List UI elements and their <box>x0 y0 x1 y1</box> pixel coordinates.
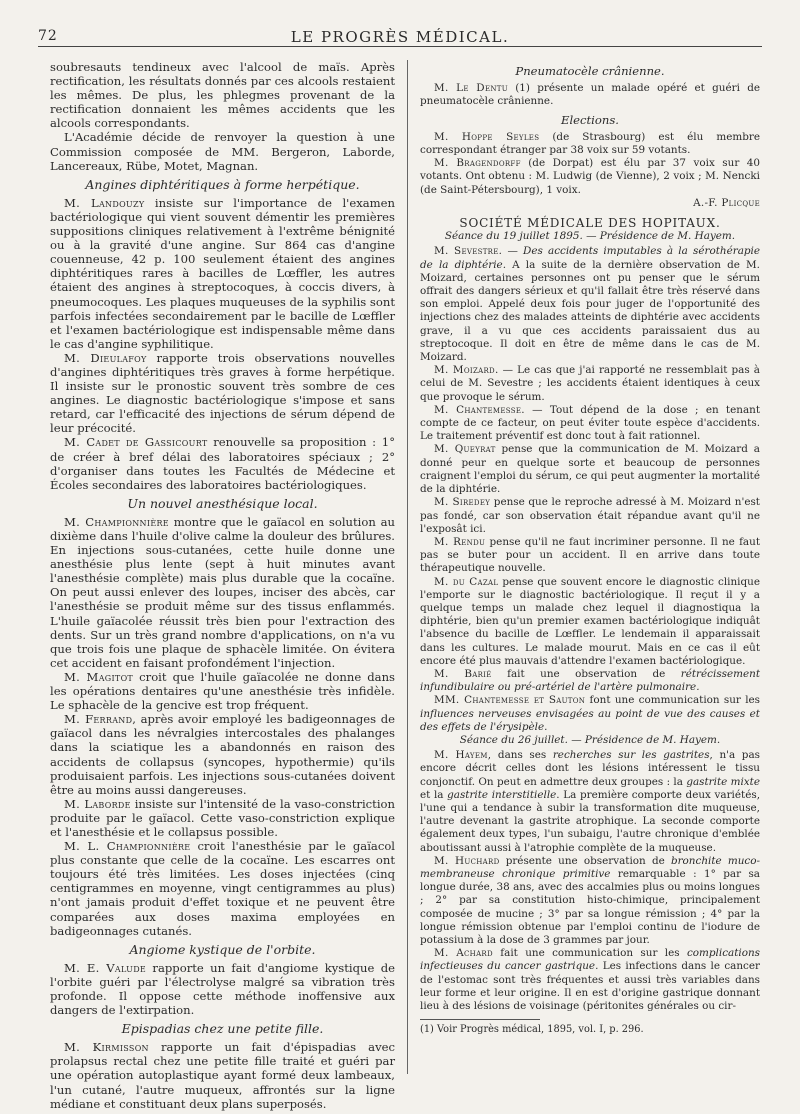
paragraph-kirmisson <box>50 1040 395 1110</box>
speaker-name: M. Bragendorff <box>434 157 521 170</box>
paragraph-text: fait une observation de <box>491 667 681 680</box>
paragraph-siredey <box>420 496 760 536</box>
paragraph-text: pense que souvent encore le diagnostic clinique l'emporte sur le diagnostic bactériologique. Il reçut il y a quelque temps un malade chez lequel il diagnostiqua la diphtérie, bien qu'un premier examen bactériologique indiquât l'absence du bacille de Lœffler. Le lendemain il apparaissait dans les cultures. Le malade mourut. Mais en ce cas il eût encore été plus mauvais d'attendre l'examen bactériologique. <box>420 575 760 667</box>
paragraph-moizard <box>420 364 760 404</box>
paragraph-text: (1) présente un malade opéré et guéri de pneumatocèle crânienne. <box>420 82 760 108</box>
heading-angiome: Angiome kystique de l'orbite. <box>129 941 316 957</box>
paragraph-bragendorff <box>420 157 760 197</box>
society-title: SOCIÉTÉ MÉDICALE DES HOPITAUX. <box>459 216 721 231</box>
speaker-name: M. Laborde <box>64 796 131 811</box>
speaker-name: M. Sevestre. <box>434 245 503 258</box>
left-column <box>50 60 396 1111</box>
column-divider <box>407 60 408 1074</box>
right-column <box>420 60 760 1074</box>
speaker-name: M. Moizard. <box>434 364 499 377</box>
footnote: (1) Voir Progrès médical, 1895, vol. I, p. 296. <box>420 1024 644 1036</box>
paragraph-soubresauts: soubresauts tendineux avec l'alcool de maïs. Après rectification, les résultats donnés par ces alcools restaient les mêmes. De plus, les phlegmes provenant de la rectification donnaient les mêmes accidents que les alcools correspondants. <box>50 60 395 131</box>
session-date-26-juillet <box>420 734 760 747</box>
paragraph-queyrat <box>420 443 760 496</box>
paragraph-text: pense que le reproche adressé à M. Moizard n'est pas fondé, car son observation était répandue avant qu'il ne l'exposât ici. <box>420 496 760 535</box>
paragraph-text: rapporte trois observations nouvelles d'angines diphtéritiques très graves à forme herpétique. Il insiste sur le pronostic souvent très sombre de ces angines. Le diagnostic bactériologique s'impose et sans retard, car l'efficacité des injections de sérum dépend de leur précocité. <box>50 350 395 436</box>
paragraph-academie: L'Académie décide de renvoyer la question à une Commission composée de MM. Bergeron, Laborde, Lancereaux, Rübe, Motet, Magnan. <box>50 130 395 173</box>
paragraph-text: Les infections dans le cancer de l'estomac sont très fréquentes et aussi très variables dans leur forme et leur origine. Il en est d'origine gastrique donnant lieu à des lésions de voisinage (péritonites générales ou cir- <box>420 960 760 1013</box>
paragraph-text: dans ses <box>491 749 553 762</box>
paragraph-valude <box>50 961 395 1017</box>
speaker-name: M. Rendu <box>434 535 486 548</box>
paragraph-text: et la <box>420 788 448 801</box>
speaker-name: M. E. Valude <box>64 960 147 975</box>
paragraph-text: croit que l'huile gaïacolée ne donne dans les opérations dentaires qu'une anesthésie très infidèle. Le sphacèle de la gencive est trop fréquent. <box>50 669 396 713</box>
session-text: Séance du 26 juillet. — Présidence de M. Hayem. <box>459 733 721 746</box>
page-number: 72 <box>38 28 58 44</box>
paragraph-text: insiste sur l'importance de l'examen bactériologique qui vient souvent démentir les premières suppositions cliniques relativement à l'extrême bénignité ou à la gravité d'une angine. Sur 864 cas d'angine couenneuse, 42 p. 100 seulement étaient des angines diphtéritiques rares à bacilles de Lœffler, les autres étaient des angines à streptocoques, à coccis divers, à pneumocoques. Les plaques muqueuses de la syphilis sont parfois infectées secondairement par le bacille de Lœffler et l'examen bactériologique est indispensable même dans le cas d'angine syphilitique. <box>50 195 395 351</box>
paragraph-text: (de Dorpat) est élu par 37 voix sur 40 votants. Ont obtenu : M. Ludwig (de Vienne), 2 voix ; M. Nencki (de Saint-Pétersbourg), 1 voix. <box>420 157 760 196</box>
paragraph-chantemesse <box>420 404 760 444</box>
paragraph-text: font une communication sur les <box>585 694 761 707</box>
paragraph-text: A la suite de la dernière observation de M. Moizard, certaines personnes ont pu penser que le sérum offrait des dangers sérieux et qu'il fallait être très réservé dans son emploi. Appelé deux fois pour juger de l'opportunité des injections chez des malades atteints de diphtérie avec accidents grave, il a vu que ces accidents paraissaient dus au streptocoque. Il doit en être de même dans le cas de M. Moizard. <box>420 258 760 364</box>
communication-title: bronchite muco-membraneuse chronique primitive <box>420 854 760 880</box>
communication-title: rétrécissement infundibulaire ou pré-artériel de l'artère pulmonaire. <box>420 667 760 694</box>
journal-title: LE PROGRÈS MÉDICAL. <box>290 28 510 46</box>
paragraph-magitot <box>50 670 395 712</box>
speaker-name: M. Hayem, <box>434 749 492 762</box>
heading-epispadias: Epispadias chez une petite fille. <box>121 1021 324 1037</box>
paragraph-text: (de Strasbourg) est élu membre correspondant étranger par 38 voix sur 59 votants. <box>420 130 761 157</box>
speaker-name: M. Ferrand <box>64 712 133 727</box>
paragraph-le-dentu <box>420 82 760 108</box>
speaker-name: M. Siredey <box>434 496 491 509</box>
speaker-name: M. Dieulafoy <box>64 350 147 365</box>
speaker-name: M. L. Championnière <box>64 839 191 854</box>
paragraph-ferrand <box>50 712 395 797</box>
term-gastrite-interstitielle: gastrite interstitielle <box>447 788 557 801</box>
paragraph-text: renouvelle sa proposition : 1° de créer à bref délai des laboratoires spéciaux ; 2° d'organiser dans toutes les Facultés de Médecine et Écoles secondaires des laboratoires bactériologiques. <box>50 435 395 492</box>
paragraph-text: . La première comporte deux variétés, l'une qui a tendance à subir la transformation dite muqueuse, l'autre devenant la gastrite atrophique. La seconde comporte également deux types, l'un subaigu, l'autre chronique d'emblée aboutissant aussi à l'atrophie complète de la muqueuse. <box>420 788 760 854</box>
paragraph-championniere <box>50 515 395 670</box>
paragraph-hayem <box>420 749 760 855</box>
paragraph-rendu <box>420 536 760 576</box>
speaker-name: M. Kirmisson <box>64 1040 149 1055</box>
paragraph-huchard <box>420 855 760 947</box>
paragraph-text: — Tout dépend de la dose ; en tenant compte de ce facteur, on peut éviter toute espèce d'accidents. Le traitement préventif est donc tout à fait rationnel. <box>420 403 761 443</box>
paragraph-text: — Le cas que j'ai rapporté ne ressemblait pas à celui de M. Sevestre ; les accidents étaient identiques à ceux que provoque le sérum. <box>420 364 760 403</box>
paragraph-text: , n'a pas encore décrit celles dont les lésions intéressent le tissu conjonctif. On peut en admettre deux groupes : la <box>420 749 760 788</box>
paragraph-laborde <box>50 797 395 839</box>
heading-pneumatocele: Pneumatocèle crânienne. <box>515 64 665 78</box>
paragraph-achard <box>420 947 760 1013</box>
communication-title: recherches sur les gastrites <box>552 749 710 762</box>
session-date-19-juillet <box>420 230 760 243</box>
paragraph-l-championniere <box>50 839 395 938</box>
paragraph-text: rapporte un fait d'angiome kystique de l'orbite guéri par l'électrolyse malgré sa vibration très profonde. Il oppose cette méthode inoffensive aux dangers de l'extirpation. <box>50 960 395 1018</box>
term-gastrite-mixte: gastrite mixte <box>686 775 760 788</box>
paragraph-hoppe <box>420 131 760 157</box>
paragraph-text: croit l'anesthésie par le gaïacol plus constante que celle de la cocaïne. Les escarres ont toujours été très limitées. Les doses injectées (cinq centigrammes en moyenne, vingt centigrammes au plus) n'ont jamais produit d'effet toxique et ne peuvent être comparées aux doses maxima employées en badigeonnages cutanés. <box>50 839 396 938</box>
speaker-name: M. Le Dentu <box>434 82 508 95</box>
heading-anesthesique: Un nouvel anesthésique local. <box>127 495 318 511</box>
paragraph-text: insiste sur l'intensité de la vaso-constriction produite par le gaïacol. Cette vaso-constriction explique et l'anesthésie et le collapsus possible. <box>50 796 395 839</box>
heading-elections: Elections. <box>561 112 619 127</box>
paragraph-du-cazal <box>420 576 760 668</box>
communication-title: influences nerveuses envisagées au point de vue des causes et des effets de l'érysipèle. <box>420 707 760 733</box>
speaker-name: M. Queyrat <box>434 443 496 456</box>
paragraph-text: rapporte un fait d'épispadias avec prolapsus rectal chez une petite fille traité et guéri par une opération autoplastique ayant formé deux lambeaux, l'un cutané, l'autre muqueux, affrontés sur la ligne médiane et constituant deux plans superposés. <box>50 1040 395 1111</box>
speaker-name: MM. Chantemesse et Sauton <box>434 694 586 707</box>
speaker-name: M. Championnière <box>64 514 169 529</box>
speaker-name: M. Magitot <box>64 669 134 684</box>
speaker-name: M. du Cazal <box>434 575 499 588</box>
paragraph-text: montre que le gaïacol en solution au dixième dans l'huile d'olive calme la douleur des brûlures. En injections sous-cutanées, cette huile donne une anesthésie plus lente (sept à huit minutes avant l'anesthésie complète) mais plus durable que la cocaïne. On peut aussi enlever des loupes, inciser des abcès, car l'anesthésie se produit même sur des tissus enflammés. L'huile gaïacolée réussit très bien pour l'extraction des dents. Sur un très grand nombre d'applications, on n'a vu que trois fois une plaque de sphacèle limitée. On évitera cet accident en faisant profondément l'injection. <box>50 514 395 670</box>
author-signature: A.-F. Plicque <box>693 196 760 209</box>
paragraph-text: remarquable : 1° par sa longue durée, 38 ans, avec des accalmies plus ou moins longues ; 2° par sa constitution histo-chimique, principalement composée de mucine ; 3° par sa longue rémission ; 4° par la longue rémission obtenue par l'emploi continu de l'iodure de potassium à la dose de 3 grammes par jour. <box>420 867 760 946</box>
speaker-name: M. Achard <box>434 947 493 960</box>
heading-angines: Angines diphtéritiques à forme herpétique. <box>85 176 360 192</box>
paragraph-dieulafoy <box>50 351 395 436</box>
speaker-name: M. Cadet de Gassicourt <box>64 435 208 450</box>
paragraph-text: pense qu'il ne faut incriminer personne. Il ne faut pas se buter pour un accident. Il en arrive dans toute thérapeutique nouvelle. <box>420 535 760 575</box>
paragraph-chantemesse-sauton <box>420 694 760 734</box>
speaker-name: M. Chantemesse. <box>434 403 525 416</box>
paragraph-barie <box>420 668 760 694</box>
paragraph-text: , après avoir employé les badigeonnages de gaïacol dans les névralgies intercostales des phalanges dans la sciatique les a abandonnés en raison des accidents de collapsus (syncopes, hypothermie) qu'ils produisaient parfois. Les injections sous-cutanées doivent être au moins aussi dangereuses. <box>50 712 395 797</box>
paragraph-text: fait une communication sur les <box>492 947 687 960</box>
communication-title: complications infectieuses du cancer gastrique. <box>420 947 760 973</box>
session-text: Séance du 19 juillet 1895. — Présidence de M. Hayem. <box>444 230 736 243</box>
speaker-name: M. Barié <box>434 667 492 680</box>
speaker-name: M. Landouzy <box>64 195 145 210</box>
paragraph-text: pense que la communication de M. Moizard a donné peur en quelque sorte et beaucoup de personnes craignent l'emploi du sérum, ce qui peut augmenter la mortalité de la diphtérie. <box>420 443 760 496</box>
paragraph-cadet <box>50 435 395 491</box>
footnote-rule <box>420 1019 540 1020</box>
paragraph-text: présente une observation de <box>499 854 671 867</box>
speaker-name: M. Hoppe Seyles <box>434 130 540 143</box>
paragraph-sevestre <box>420 245 760 364</box>
speaker-name: M. Huchard <box>434 854 500 867</box>
communication-title: — Des accidents imputables à la sérothérapie de la diphtérie. <box>420 245 761 271</box>
paragraph-landouzy <box>50 196 395 351</box>
running-header <box>38 24 762 47</box>
